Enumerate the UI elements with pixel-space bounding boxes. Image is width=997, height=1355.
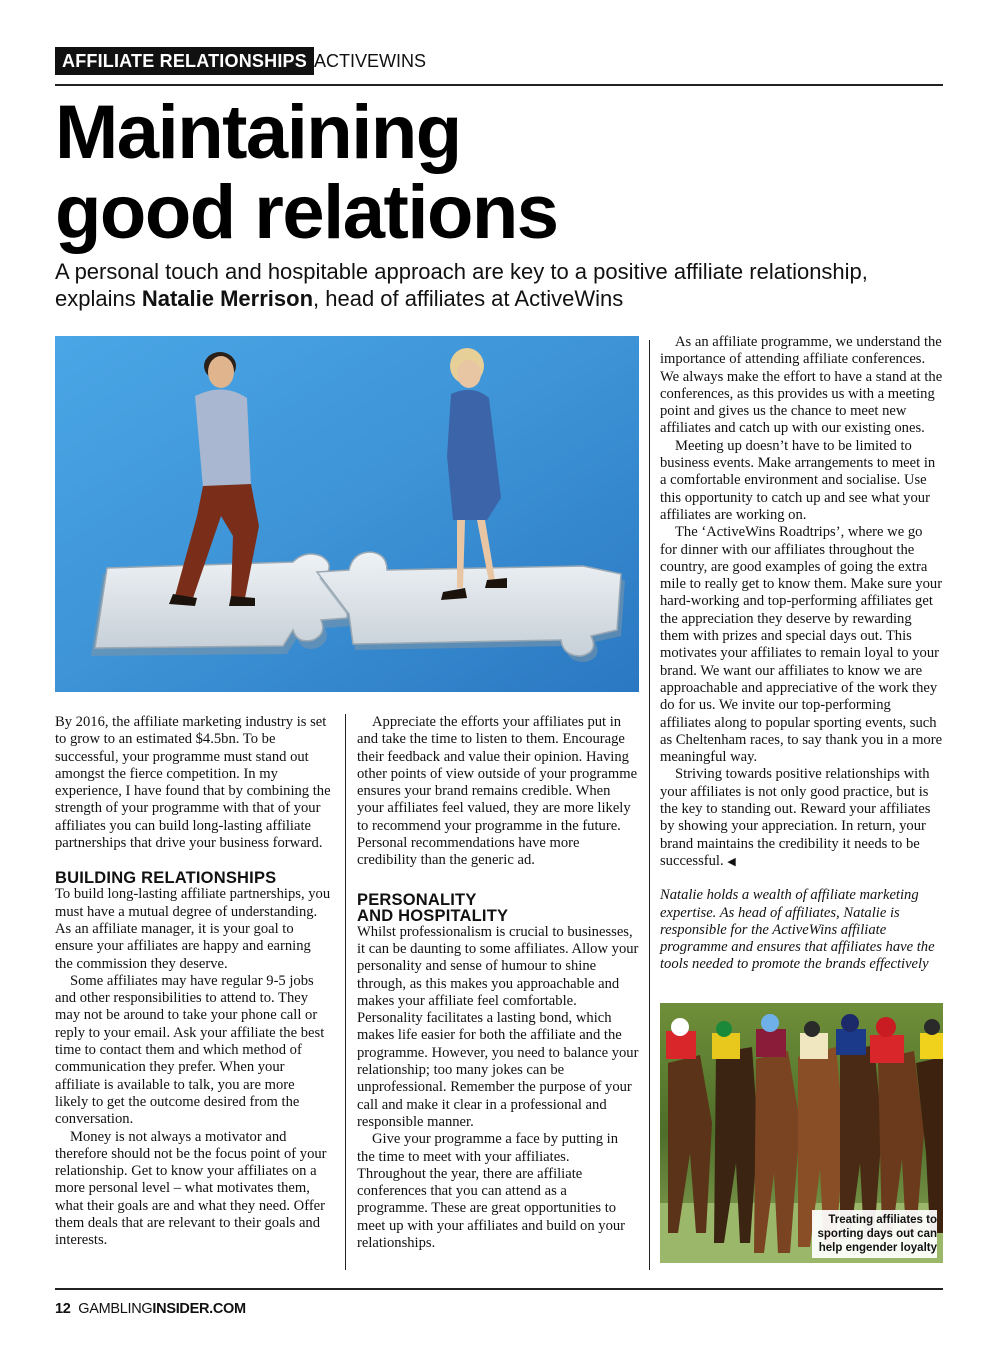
col1-paragraph-3: Money is not always a motivator and therefore should not be the focus point of your relationship. Get to know your affiliates on a more personal level – what motivates them, what their goals are and what they need. Offer them deals that are relevant to their goals and interests. (55, 1128, 327, 1249)
section-header (55, 45, 943, 77)
header-rule (55, 84, 943, 86)
col3-paragraph-4 (660, 766, 943, 870)
headline-line-1: Maintaining (55, 90, 461, 175)
col2-paragraph-2: Whilst professionalism is crucial to businesses, it can be daunting to some affiliates. Allow your personality and sense of humour to shine through, as this makes you approachable and makes your affiliate feel comfortable. Personality facilitates a lasting bond, which makes life easier for both the affiliate and the programme. However, you need to balance your relationship; too many jokes can be unprofessional. Remember the purpose of your call and make it clear in a professional and responsible manner. (357, 923, 639, 1130)
site-name (78, 1301, 246, 1317)
col3-paragraph-1: As an affiliate programme, we understand the importance of attending affiliate conferences. We always make the effort to have a stand at the conferences, as this provides us with a meeting point and gives us the chance to meet new affiliates and catch up with our existing ones. (660, 334, 943, 437)
headline-line-2: good relations (55, 170, 558, 255)
page-title (55, 90, 935, 255)
column-divider-2 (649, 340, 650, 1270)
author-name: Natalie Merrison (141, 286, 314, 311)
site-name-suffix: .COM (209, 1301, 246, 1317)
article-column-2 (357, 714, 639, 1252)
caption-line-3: help engender loyalty (818, 1242, 937, 1254)
intro-paragraph: By 2016, the affiliate marketing industry is set to grow to an estimated $4.5bn. To be successful, your programme must stand out amongst the fierce competition. In my experience, I have found that by combining the strength of your programme with that of your affiliates you can build long-lasting affiliate partnerships that drive your business forward. (55, 714, 331, 852)
col3-paragraph-2: Meeting up doesn’t have to be limited to business events. Make arrangements to meet in a comfortable environment and socialise. Use this opportunity to catch up and see what your affiliates are working on. (660, 437, 936, 523)
subheading-line-2: AND HOSPITALITY (357, 906, 509, 925)
col1-paragraph-2: Some affiliates may have regular 9-5 jobs and other responsibilities to attend to. They may not be around to take your phone call or reply to your email. Ask your affiliate the best time to contact them and which method of communication they prefer. When your affiliate is available to talk, you are more likely to get the outcome desired from the conversation. (55, 972, 325, 1128)
author-bio: Natalie holds a wealth of affiliate marketing expertise. As head of affiliates, Natalie is responsible for the ActiveWins affiliate programme and ensures that affiliates have the tools needed to promote the brands effectively (660, 887, 935, 973)
puzzle-figures-photo (55, 336, 639, 692)
subheading-personality (357, 892, 639, 924)
col3-paragraph-3: The ‘ActiveWins Roadtrips’, where we go for dinner with our affiliates throughout the country, are good examples of going the extra mile to really get to know them. Make sure your hard-working and top-performing affiliates get the appreciation they deserve by rewarding them with prizes and special days out. This motivates your affiliates to remain loyal to your brand. We want our affiliates to know we are approachable and appreciative of the work they do for us. We invite our top-performing affiliates along to popular sporting events, such as Cheltenham races, to say thank you in a more meaningful way. (660, 524, 943, 766)
col3-paragraph-4-text: Striving towards positive relationships with your affiliates is not only good practice, but is the key to standing out. Reward your affiliates by showing your appreciation. In return, your brand maintains the credibility it needs to be successful. (660, 766, 931, 869)
col1-paragraph-1: To build long-lasting affiliate partnerships, you must have a mutual degree of understanding. As an affiliate manager, it is your goal to ensure your affiliates are happy and earning the commission they deserve. (55, 886, 331, 972)
photo-caption (812, 1210, 938, 1258)
page-number: 12 (55, 1301, 71, 1317)
footer-rule (55, 1288, 943, 1290)
col2-paragraph-3: Give your programme a face by putting in the time to meet with your affiliates. Throughout the year, there are affiliate conferences that you can attend as a programme. These are great opportunities to meet up with your affiliates and build on your relationships. (357, 1131, 626, 1252)
subheading-line-1: PERSONALITY (357, 890, 477, 909)
col2-paragraph-1: Appreciate the efforts your affiliates put in and take the time to listen to them. Encourage their feedback and value their opinion. Having other points of view outside of your programme ensures your brand remains credible. When your affiliates feel valued, they are more likely to recommend your programme in the future. Personal recommendations have more credibility than the generic ad. (357, 714, 638, 869)
standfirst-lead: A personal touch and hospitable approach are key to a positive affiliate relationship, explains (55, 259, 868, 311)
column-divider-1 (345, 714, 346, 1270)
section-tag: AFFILIATE RELATIONSHIPS (55, 47, 314, 75)
end-mark-icon: ◀ (727, 854, 736, 868)
article-column-1 (55, 714, 331, 1250)
source-tag: ACTIVEWINS (314, 51, 427, 71)
standfirst (55, 258, 935, 312)
page-footer (55, 1301, 246, 1317)
article-column-3 (660, 334, 943, 974)
standfirst-tail: , head of affiliates at ActiveWins (313, 286, 624, 311)
caption-line-2: sporting days out can (817, 1228, 937, 1240)
subheading-building-relationships: BUILDING RELATIONSHIPS (55, 869, 277, 888)
caption-line-1: Treating affiliates to (828, 1214, 937, 1226)
racing-photo-frame (660, 1003, 943, 1263)
site-name-bold: INSIDER (152, 1301, 210, 1317)
site-name-prefix: GAMBLING (78, 1301, 153, 1317)
